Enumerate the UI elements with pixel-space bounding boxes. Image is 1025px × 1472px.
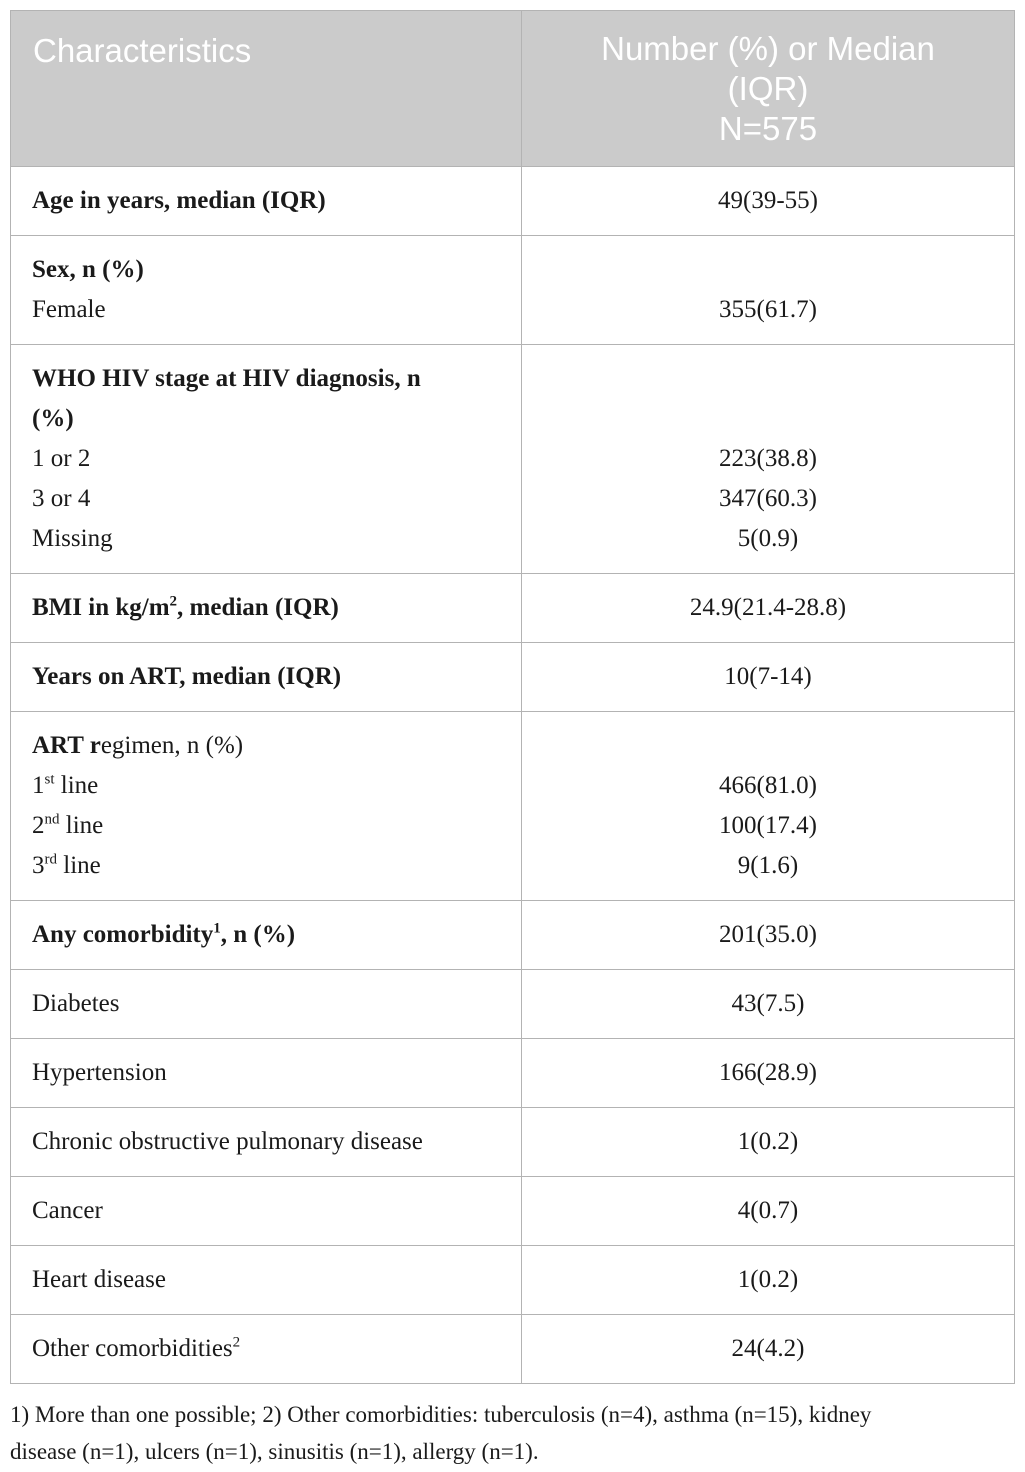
footnote-line2: disease (n=1), ulcers (n=1), sinusitis (n=1), allergy (n=1). <box>10 1439 539 1464</box>
row-label <box>11 236 522 345</box>
row-value: 1(0.2) <box>522 1108 1015 1177</box>
header-number-median <box>522 11 1015 167</box>
row-label <box>11 712 522 901</box>
row-value: 49(39-55) <box>522 167 1015 236</box>
row-label: Hypertension <box>11 1039 522 1108</box>
row-label: Age in years, median (IQR) <box>11 167 522 236</box>
header-col2-line2: (IQR) <box>727 70 809 107</box>
row-value: 24.9(21.4-28.8) <box>522 574 1015 643</box>
regimen-item-value: 100(17.4) <box>719 812 817 839</box>
table-row-bmi <box>11 574 1015 643</box>
row-label: Cancer <box>11 1177 522 1246</box>
table-row-copd <box>11 1108 1015 1177</box>
row-value: 4(0.7) <box>522 1177 1015 1246</box>
row-value: 10(7-14) <box>522 643 1015 712</box>
who-label-line1: WHO HIV stage at HIV diagnosis, n <box>32 365 421 392</box>
who-item-label: 1 or 2 <box>32 445 91 472</box>
who-item-value: 223(38.8) <box>719 445 817 472</box>
regimen-item-value: 9(1.6) <box>737 852 799 879</box>
who-label-line2: (%) <box>32 405 74 432</box>
who-item-value: 347(60.3) <box>719 485 817 512</box>
table-footnote <box>10 1396 1020 1470</box>
row-label <box>11 345 522 574</box>
footnote-line1: 1) More than one possible; 2) Other comorbidities: tuberculosis (n=4), asthma (n=15), kidney <box>10 1402 872 1427</box>
table-header-row <box>11 11 1015 167</box>
sex-female-label: Female <box>32 296 106 323</box>
regimen-label: ART regimen, n (%) <box>32 732 244 759</box>
row-label: Years on ART, median (IQR) <box>11 643 522 712</box>
header-characteristics: Characteristics <box>11 11 522 167</box>
table-row-who-stage <box>11 345 1015 574</box>
row-value: 24(4.2) <box>522 1315 1015 1384</box>
who-item-label: Missing <box>32 525 113 552</box>
row-value <box>522 236 1015 345</box>
row-value <box>522 712 1015 901</box>
row-value: 201(35.0) <box>522 901 1015 970</box>
who-item-value: 5(0.9) <box>737 525 799 552</box>
table-row-years-art <box>11 643 1015 712</box>
table-row-diabetes <box>11 970 1015 1039</box>
table-row-art-regimen <box>11 712 1015 901</box>
row-value: 166(28.9) <box>522 1039 1015 1108</box>
table-row-sex <box>11 236 1015 345</box>
row-label: Any comorbidity$^1$, n (%) <box>11 901 522 970</box>
table-row-cancer <box>11 1177 1015 1246</box>
sex-label: Sex, n (%) <box>32 256 144 283</box>
characteristics-table <box>10 10 1015 1384</box>
regimen-item-label: 2nd line <box>32 811 104 839</box>
row-label: BMI in $kg/m^2$, median (IQR) <box>11 574 522 643</box>
sex-female-value: 355(61.7) <box>719 296 817 323</box>
table-row-heart-disease <box>11 1246 1015 1315</box>
row-value: 43(7.5) <box>522 970 1015 1039</box>
row-label: Other comorbidities$^2$ <box>11 1315 522 1384</box>
row-label: Chronic obstructive pulmonary disease <box>11 1108 522 1177</box>
table-row-any-comorbidity <box>11 901 1015 970</box>
row-value: 1(0.2) <box>522 1246 1015 1315</box>
header-col2-line3: N=575 <box>718 110 818 147</box>
table-row-other-comorbidities <box>11 1315 1015 1384</box>
header-col2-line1: Number (%) or Median <box>601 30 935 67</box>
regimen-item-value: 466(81.0) <box>719 772 817 799</box>
regimen-item-label: 3rd line <box>32 851 101 879</box>
row-value <box>522 345 1015 574</box>
who-item-label: 3 or 4 <box>32 485 91 512</box>
row-label: Diabetes <box>11 970 522 1039</box>
regimen-item-label: 1st line <box>32 771 99 799</box>
table-row-age <box>11 167 1015 236</box>
row-label: Heart disease <box>11 1246 522 1315</box>
table-row-hypertension <box>11 1039 1015 1108</box>
